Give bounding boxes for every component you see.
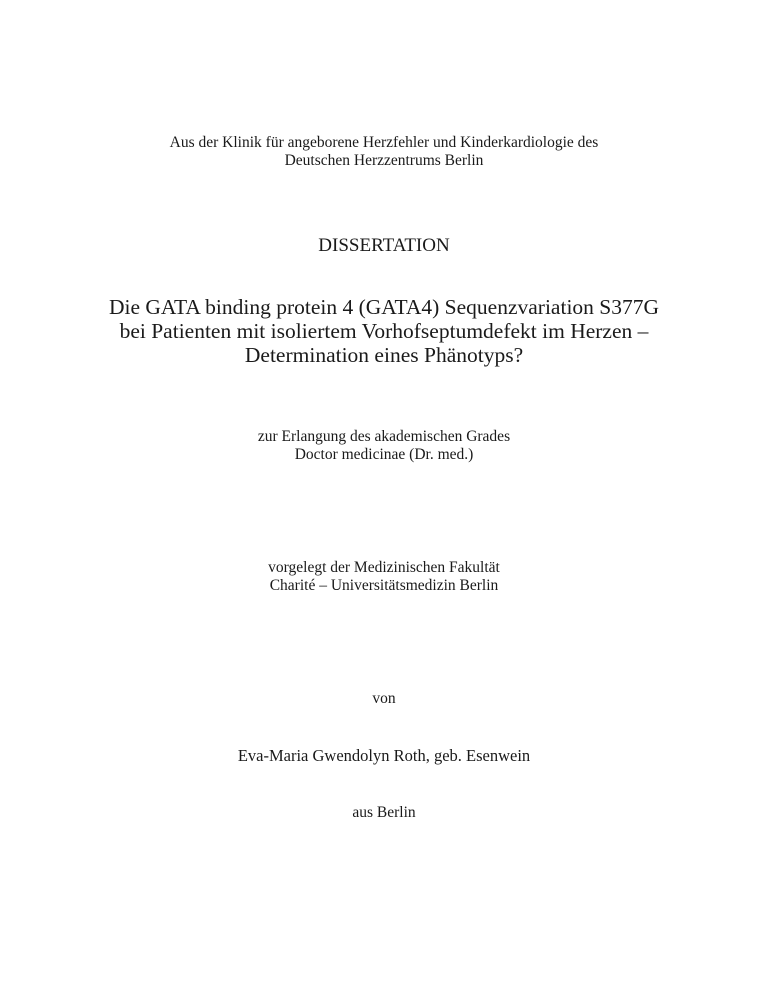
institution-line-1: Aus der Klinik für angeborene Herzfehler und Kinderkardiologie des [169, 134, 599, 151]
by-label: von [372, 690, 396, 707]
author-origin: aus Berlin [352, 804, 416, 821]
degree-line-1: zur Erlangung des akademischen Grades [257, 428, 511, 445]
document-type-heading: DISSERTATION [318, 235, 450, 256]
institution-line-2: Deutschen Herzzentrums Berlin [284, 152, 484, 169]
faculty-line-2: Charité – Universitätsmedizin Berlin [269, 577, 499, 594]
title-line-2: bei Patienten mit isoliertem Vorhofseptumdefekt im Herzen – [119, 319, 649, 343]
author-name: Eva-Maria Gwendolyn Roth, geb. Esenwein [237, 746, 531, 765]
title-line-3: Determination eines Phänotyps? [244, 343, 524, 367]
faculty-line-1: vorgelegt der Medizinischen Fakultät [268, 559, 500, 576]
degree-line-2: Doctor medicinae (Dr. med.) [294, 446, 474, 463]
title-line-1: Die GATA binding protein 4 (GATA4) Sequenzvariation S377G [108, 295, 660, 319]
